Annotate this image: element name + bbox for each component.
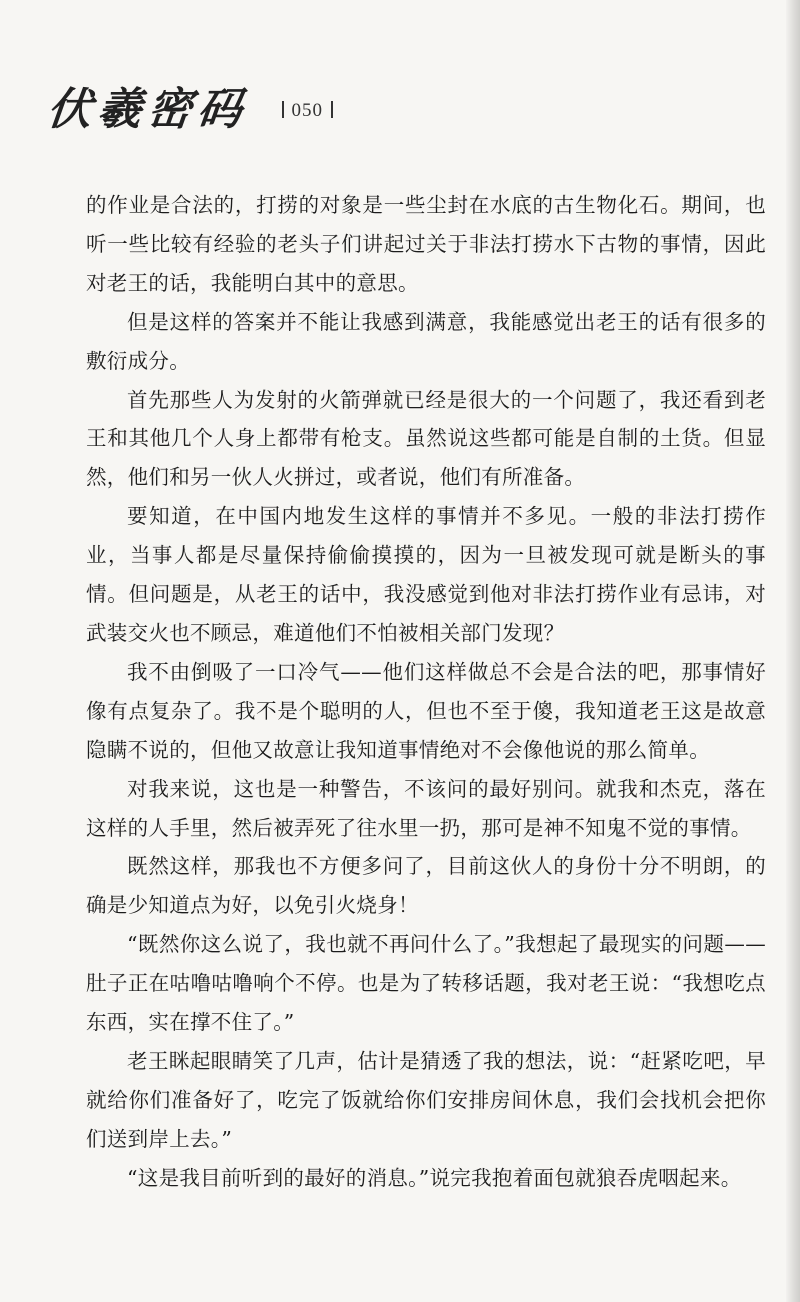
- page-header: [44, 70, 341, 140]
- paragraph: 既然这样，那我也不方便多问了，目前这伙人的身份十分不明朗，的确是少知道点为好，以免引火烧身！: [86, 854, 766, 918]
- paragraph: “既然你这么说了，我也就不再问什么了。”我想起了最现实的问题——肚子正在咕噜咕噜响个不停。也是为了转移话题，我对老王说：“我想吃点东西，实在撑不住了。”: [86, 932, 766, 1035]
- paragraph: 老王眯起眼睛笑了几声，估计是猜透了我的想法，说：“赶紧吃吧，早就给你们准备好了，吃完了饭就给你们安排房间休息，我们会找机会把你们送到岸上去。”: [86, 1048, 766, 1151]
- paragraph: 对我来说，这也是一种警告，不该问的最好别问。就我和杰克，落在这样的人手里，然后被弄死了往水里一扔，那可是神不知鬼不觉的事情。: [86, 776, 766, 840]
- paragraph: 首先那些人为发射的火箭弹就已经是很大的一个问题了，我还看到老王和其他几个人身上都带有枪支。虽然说这些都可能是自制的土货。但显然，他们和另一伙人火拼过，或者说，他们有所准备。: [86, 387, 766, 490]
- page-number: 050: [291, 100, 323, 121]
- paragraph: 的作业是合法的，打捞的对象是一些尘封在水底的古生物化石。期间，也听一些比较有经验的老头子们讲起过关于非法打捞水下古物的事情，因此对老王的话，我能明白其中的意思。: [86, 193, 766, 295]
- paragraph: 要知道，在中国内地发生这样的事情并不多见。一般的非法打捞作业，当事人都是尽量保持偷偷摸摸的，因为一旦被发现可就是断头的事情。但问题是，从老王的话中，我没感觉到他对非法打捞作业有忌讳，对武装交火也不顾忌，难道他们不怕被相关部门发现？: [86, 504, 766, 645]
- book-title: 伏羲密码: [44, 84, 251, 135]
- divider-right: [331, 101, 333, 118]
- page-edge-shadow: [786, 0, 800, 1302]
- body-text: [86, 186, 766, 1198]
- paragraph: 但是这样的答案并不能让我感到满意，我能感觉出老王的话有很多的敷衍成分。: [86, 309, 766, 373]
- page-number-block: [274, 100, 341, 122]
- paragraph: “这是我目前听到的最好的消息。”说完我抱着面包就狼吞虎咽起来。: [127, 1165, 742, 1190]
- divider-left: [282, 101, 284, 118]
- paragraph: 我不由倒吸了一口冷气——他们这样做总不会是合法的吧，那事情好像有点复杂了。我不是个聪明的人，但也不至于傻，我知道老王这是故意隐瞒不说的，但他又故意让我知道事情绝对不会像他说的那么简单。: [86, 659, 766, 762]
